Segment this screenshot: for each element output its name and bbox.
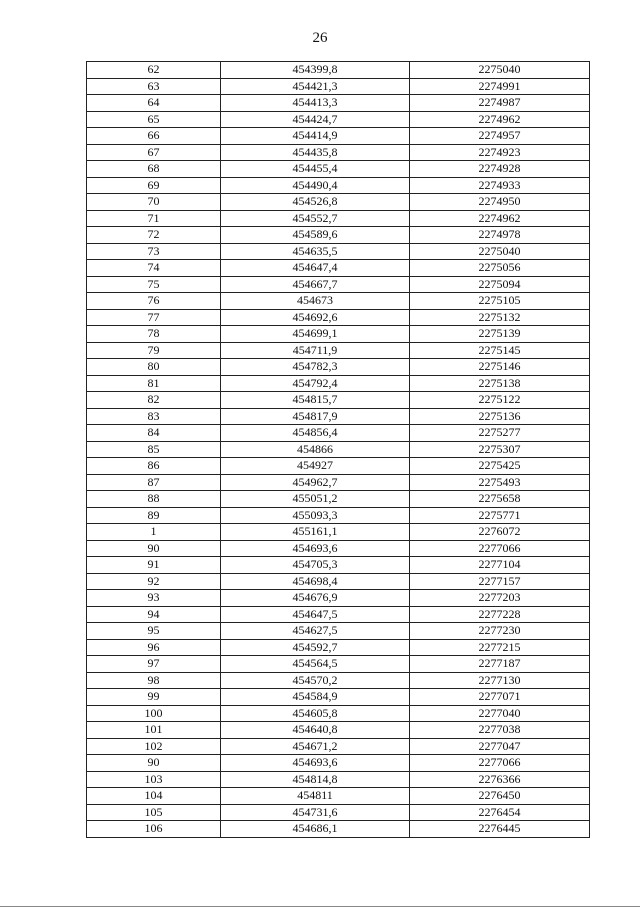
point-number-cell: 95: [87, 623, 221, 640]
y-coordinate-cell: 2277071: [410, 689, 590, 706]
y-coordinate-cell: 2274962: [410, 111, 590, 128]
x-coordinate-cell: 454731,6: [221, 804, 410, 821]
y-coordinate-cell: 2277130: [410, 672, 590, 689]
y-coordinate-cell: 2275139: [410, 326, 590, 343]
table-row: [87, 524, 590, 541]
coordinates-table-container: [86, 61, 589, 838]
point-number-cell: 70: [87, 194, 221, 211]
point-number-cell: 71: [87, 210, 221, 227]
point-number-cell: 78: [87, 326, 221, 343]
y-coordinate-cell: 2277215: [410, 639, 590, 656]
table-row: [87, 78, 590, 95]
table-row: [87, 326, 590, 343]
y-coordinate-cell: 2274991: [410, 78, 590, 95]
x-coordinate-cell: 454413,3: [221, 95, 410, 112]
y-coordinate-cell: 2277047: [410, 738, 590, 755]
x-coordinate-cell: 454693,6: [221, 540, 410, 557]
x-coordinate-cell: 454455,4: [221, 161, 410, 178]
point-number-cell: 85: [87, 441, 221, 458]
table-row: [87, 590, 590, 607]
x-coordinate-cell: 454782,3: [221, 359, 410, 376]
point-number-cell: 93: [87, 590, 221, 607]
table-row: [87, 821, 590, 838]
y-coordinate-cell: 2277104: [410, 557, 590, 574]
x-coordinate-cell: 455161,1: [221, 524, 410, 541]
x-coordinate-cell: 454647,4: [221, 260, 410, 277]
point-number-cell: 104: [87, 788, 221, 805]
y-coordinate-cell: 2275425: [410, 458, 590, 475]
x-coordinate-cell: 454584,9: [221, 689, 410, 706]
y-coordinate-cell: 2277228: [410, 606, 590, 623]
table-row: [87, 111, 590, 128]
table-row: [87, 804, 590, 821]
table-row: [87, 441, 590, 458]
table-row: [87, 606, 590, 623]
y-coordinate-cell: 2277066: [410, 755, 590, 772]
x-coordinate-cell: 454927: [221, 458, 410, 475]
point-number-cell: 102: [87, 738, 221, 755]
point-number-cell: 100: [87, 705, 221, 722]
y-coordinate-cell: 2275056: [410, 260, 590, 277]
table-row: [87, 260, 590, 277]
y-coordinate-cell: 2274978: [410, 227, 590, 244]
table-row: [87, 722, 590, 739]
x-coordinate-cell: 454605,8: [221, 705, 410, 722]
table-row: [87, 705, 590, 722]
bottom-edge-line: [0, 906, 640, 907]
point-number-cell: 77: [87, 309, 221, 326]
y-coordinate-cell: 2275138: [410, 375, 590, 392]
y-coordinate-cell: 2274962: [410, 210, 590, 227]
x-coordinate-cell: 454814,8: [221, 771, 410, 788]
y-coordinate-cell: 2275122: [410, 392, 590, 409]
point-number-cell: 98: [87, 672, 221, 689]
y-coordinate-cell: 2276450: [410, 788, 590, 805]
y-coordinate-cell: 2277187: [410, 656, 590, 673]
table-row: [87, 689, 590, 706]
table-row: [87, 491, 590, 508]
table-row: [87, 623, 590, 640]
y-coordinate-cell: 2275132: [410, 309, 590, 326]
x-coordinate-cell: 454589,6: [221, 227, 410, 244]
x-coordinate-cell: 454667,7: [221, 276, 410, 293]
x-coordinate-cell: 454421,3: [221, 78, 410, 95]
point-number-cell: 80: [87, 359, 221, 376]
y-coordinate-cell: 2275146: [410, 359, 590, 376]
table-row: [87, 639, 590, 656]
point-number-cell: 67: [87, 144, 221, 161]
x-coordinate-cell: 454399,8: [221, 62, 410, 79]
y-coordinate-cell: 2275771: [410, 507, 590, 524]
table-row: [87, 557, 590, 574]
point-number-cell: 62: [87, 62, 221, 79]
y-coordinate-cell: 2274987: [410, 95, 590, 112]
point-number-cell: 101: [87, 722, 221, 739]
x-coordinate-cell: 454635,5: [221, 243, 410, 260]
table-row: [87, 656, 590, 673]
table-row: [87, 672, 590, 689]
x-coordinate-cell: 455093,3: [221, 507, 410, 524]
x-coordinate-cell: 454692,6: [221, 309, 410, 326]
y-coordinate-cell: 2277038: [410, 722, 590, 739]
table-row: [87, 788, 590, 805]
table-row: [87, 293, 590, 310]
table-row: [87, 755, 590, 772]
table-row: [87, 177, 590, 194]
y-coordinate-cell: 2277230: [410, 623, 590, 640]
page-number: 26: [312, 30, 328, 46]
table-row: [87, 227, 590, 244]
x-coordinate-cell: 454856,4: [221, 425, 410, 442]
x-coordinate-cell: 454552,7: [221, 210, 410, 227]
point-number-cell: 74: [87, 260, 221, 277]
x-coordinate-cell: 454693,6: [221, 755, 410, 772]
x-coordinate-cell: 454676,9: [221, 590, 410, 607]
x-coordinate-cell: 454817,9: [221, 408, 410, 425]
y-coordinate-cell: 2275136: [410, 408, 590, 425]
y-coordinate-cell: 2275277: [410, 425, 590, 442]
coordinates-table: [86, 61, 590, 838]
x-coordinate-cell: 455051,2: [221, 491, 410, 508]
table-row: [87, 161, 590, 178]
point-number-cell: 63: [87, 78, 221, 95]
y-coordinate-cell: 2275493: [410, 474, 590, 491]
point-number-cell: 91: [87, 557, 221, 574]
y-coordinate-cell: 2276366: [410, 771, 590, 788]
point-number-cell: 69: [87, 177, 221, 194]
point-number-cell: 66: [87, 128, 221, 145]
point-number-cell: 68: [87, 161, 221, 178]
point-number-cell: 76: [87, 293, 221, 310]
table-row: [87, 573, 590, 590]
x-coordinate-cell: 454705,3: [221, 557, 410, 574]
point-number-cell: 64: [87, 95, 221, 112]
point-number-cell: 86: [87, 458, 221, 475]
table-row: [87, 507, 590, 524]
y-coordinate-cell: 2275094: [410, 276, 590, 293]
x-coordinate-cell: 454627,5: [221, 623, 410, 640]
point-number-cell: 83: [87, 408, 221, 425]
table-row: [87, 771, 590, 788]
table-row: [87, 210, 590, 227]
table-row: [87, 128, 590, 145]
point-number-cell: 99: [87, 689, 221, 706]
y-coordinate-cell: 2274950: [410, 194, 590, 211]
point-number-cell: 72: [87, 227, 221, 244]
y-coordinate-cell: 2275658: [410, 491, 590, 508]
x-coordinate-cell: 454414,9: [221, 128, 410, 145]
x-coordinate-cell: 454711,9: [221, 342, 410, 359]
table-row: [87, 425, 590, 442]
x-coordinate-cell: 454962,7: [221, 474, 410, 491]
point-number-cell: 97: [87, 656, 221, 673]
x-coordinate-cell: 454698,4: [221, 573, 410, 590]
point-number-cell: 87: [87, 474, 221, 491]
point-number-cell: 75: [87, 276, 221, 293]
y-coordinate-cell: 2275307: [410, 441, 590, 458]
point-number-cell: 105: [87, 804, 221, 821]
x-coordinate-cell: 454640,8: [221, 722, 410, 739]
table-row: [87, 359, 590, 376]
x-coordinate-cell: 454424,7: [221, 111, 410, 128]
table-row: [87, 95, 590, 112]
table-row: [87, 342, 590, 359]
point-number-cell: 73: [87, 243, 221, 260]
coordinates-table-body: [87, 62, 590, 838]
point-number-cell: 96: [87, 639, 221, 656]
x-coordinate-cell: 454592,7: [221, 639, 410, 656]
table-row: [87, 144, 590, 161]
y-coordinate-cell: 2276072: [410, 524, 590, 541]
y-coordinate-cell: 2277040: [410, 705, 590, 722]
table-row: [87, 540, 590, 557]
point-number-cell: 90: [87, 540, 221, 557]
x-coordinate-cell: 454686,1: [221, 821, 410, 838]
y-coordinate-cell: 2277203: [410, 590, 590, 607]
x-coordinate-cell: 454811: [221, 788, 410, 805]
table-row: [87, 243, 590, 260]
table-row: [87, 392, 590, 409]
y-coordinate-cell: 2277157: [410, 573, 590, 590]
y-coordinate-cell: 2275040: [410, 243, 590, 260]
point-number-cell: 81: [87, 375, 221, 392]
y-coordinate-cell: 2275145: [410, 342, 590, 359]
x-coordinate-cell: 454699,1: [221, 326, 410, 343]
table-row: [87, 738, 590, 755]
table-row: [87, 458, 590, 475]
point-number-cell: 103: [87, 771, 221, 788]
table-row: [87, 194, 590, 211]
point-number-cell: 88: [87, 491, 221, 508]
x-coordinate-cell: 454435,8: [221, 144, 410, 161]
point-number-cell: 90: [87, 755, 221, 772]
table-row: [87, 375, 590, 392]
point-number-cell: 79: [87, 342, 221, 359]
x-coordinate-cell: 454490,4: [221, 177, 410, 194]
x-coordinate-cell: 454647,5: [221, 606, 410, 623]
table-row: [87, 62, 590, 79]
x-coordinate-cell: 454671,2: [221, 738, 410, 755]
x-coordinate-cell: 454815,7: [221, 392, 410, 409]
y-coordinate-cell: 2274957: [410, 128, 590, 145]
point-number-cell: 82: [87, 392, 221, 409]
x-coordinate-cell: 454570,2: [221, 672, 410, 689]
y-coordinate-cell: 2274923: [410, 144, 590, 161]
point-number-cell: 94: [87, 606, 221, 623]
table-row: [87, 309, 590, 326]
x-coordinate-cell: 454673: [221, 293, 410, 310]
y-coordinate-cell: 2276445: [410, 821, 590, 838]
x-coordinate-cell: 454792,4: [221, 375, 410, 392]
x-coordinate-cell: 454564,5: [221, 656, 410, 673]
point-number-cell: 1: [87, 524, 221, 541]
table-row: [87, 474, 590, 491]
y-coordinate-cell: 2275105: [410, 293, 590, 310]
y-coordinate-cell: 2274928: [410, 161, 590, 178]
point-number-cell: 106: [87, 821, 221, 838]
table-row: [87, 276, 590, 293]
y-coordinate-cell: 2275040: [410, 62, 590, 79]
point-number-cell: 65: [87, 111, 221, 128]
y-coordinate-cell: 2276454: [410, 804, 590, 821]
point-number-cell: 92: [87, 573, 221, 590]
x-coordinate-cell: 454866: [221, 441, 410, 458]
point-number-cell: 84: [87, 425, 221, 442]
y-coordinate-cell: 2277066: [410, 540, 590, 557]
x-coordinate-cell: 454526,8: [221, 194, 410, 211]
table-row: [87, 408, 590, 425]
point-number-cell: 89: [87, 507, 221, 524]
y-coordinate-cell: 2274933: [410, 177, 590, 194]
